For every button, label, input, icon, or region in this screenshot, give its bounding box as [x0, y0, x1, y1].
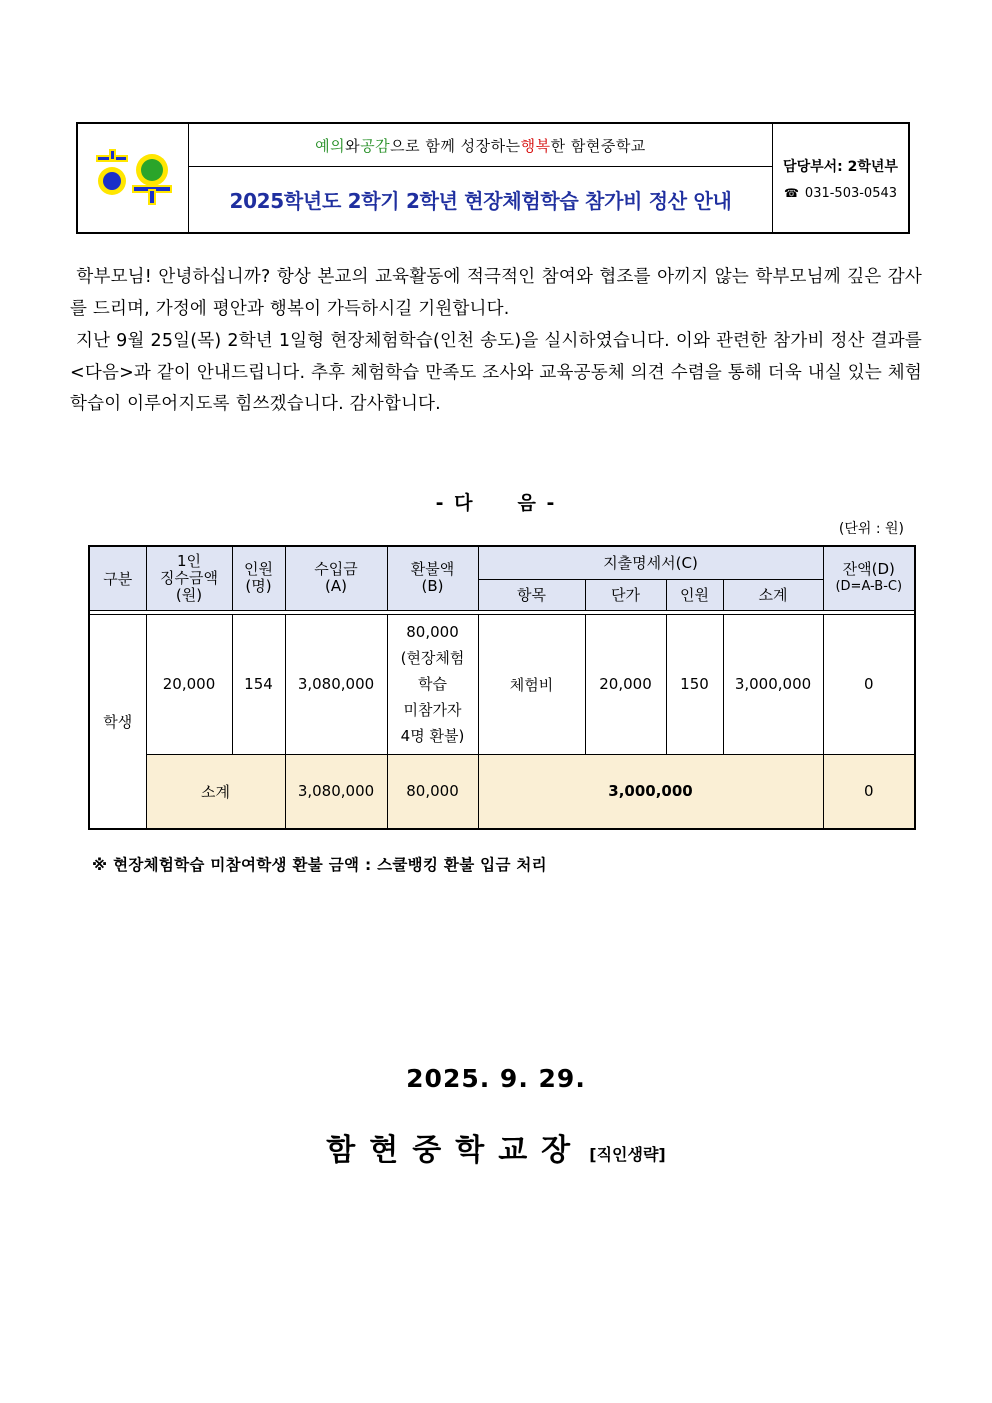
slogan-text: 한 함현중학교	[550, 136, 646, 155]
row-count: 154	[232, 614, 285, 754]
table-row	[89, 614, 915, 754]
document-header	[76, 122, 910, 234]
slogan-text: 으로 함께 성장하는	[390, 136, 521, 155]
header-refund	[387, 546, 478, 610]
section-heading: - 다 음 -	[435, 492, 557, 514]
header-text: 1인	[176, 551, 202, 570]
refund-text: (현장체험	[400, 649, 465, 667]
logo-cell	[78, 124, 189, 232]
header-text: (원)	[175, 585, 203, 604]
greeting-text: 학부모님! 안녕하십니까? 항상 본교의 교육활동에 적극적인 참여와 협조를 아끼지 않는 학부모님께 깊은 감사를 드리며, 가정에 평안과 행복이 가득하시길 기원합니다.	[70, 267, 922, 319]
subtotal-income: 3,080,000	[285, 754, 387, 829]
notice-paragraph	[70, 326, 922, 421]
settlement-table	[88, 545, 916, 830]
header-category: 구분	[89, 546, 146, 610]
unit-label: (단위 : 원)	[838, 521, 904, 537]
subtotal-expense: 3,000,000	[478, 754, 823, 829]
issue-date: 2025. 9. 29.	[406, 1064, 586, 1093]
phone-number: 031-503-0543	[804, 185, 898, 201]
subtotal-balance: 0	[823, 754, 915, 829]
header-exp-count: 인원	[666, 579, 723, 610]
telephone-icon: ☎	[783, 186, 799, 200]
phone-line	[784, 186, 897, 201]
notice-text: 지난 9월 25일(목) 2학년 1일형 현장체험학습(인천 송도)을 실시하였습니다. 이와 관련한 참가비 정산 결과를 <다음>과 같이 안내드립니다. 추후 체험학습 만족도 조사와 교육공동체 의견 수렴을 통해 더욱 내실 있는 체험학습이 이루어지도록 힘쓰겠습니다. 감사합니다.	[70, 331, 922, 414]
subtotal-row	[89, 754, 915, 829]
header-text: (B)	[421, 577, 444, 596]
header-text: (명)	[245, 577, 272, 596]
school-logo	[93, 148, 173, 208]
title-cell	[189, 124, 773, 232]
subtotal-label: 소계	[146, 754, 285, 829]
refund-note: ※ 현장체험학습 미참여학생 환불 금액 : 스쿨뱅킹 환불 입금 처리	[92, 856, 547, 874]
header-text: 인원	[244, 560, 273, 579]
slogan-word-empathy: 공감	[360, 136, 391, 155]
header-exp-subtotal: 소계	[723, 579, 823, 610]
slogan-word-courtesy: 예의	[315, 136, 346, 155]
header-expense: 지출명세서(C)	[478, 546, 823, 579]
row-exp-unit: 20,000	[585, 614, 666, 754]
document-title: 2025학년도 2학기 2학년 현장체험학습 참가비 정산 안내	[229, 189, 732, 213]
row-per-person: 20,000	[146, 614, 232, 754]
row-refund	[387, 614, 478, 754]
greeting-paragraph	[70, 262, 922, 325]
signature-block	[0, 1125, 992, 1169]
row-income: 3,080,000	[285, 614, 387, 754]
refund-text: 학습	[418, 675, 447, 693]
slogan-text: 와	[345, 136, 361, 155]
school-slogan	[189, 124, 772, 167]
header-count	[232, 546, 285, 610]
row-exp-item: 체험비	[478, 614, 585, 754]
header-exp-unit: 단가	[585, 579, 666, 610]
principal-signature: 함현중학교장	[326, 1133, 585, 1168]
header-text: (D=A-B-C)	[835, 579, 903, 595]
row-exp-count: 150	[666, 614, 723, 754]
header-per-person	[146, 546, 232, 610]
table-header-row	[89, 546, 915, 579]
header-exp-item: 항목	[478, 579, 585, 610]
stamp-omitted: [직인생략]	[589, 1145, 666, 1164]
header-text: (A)	[325, 577, 347, 596]
header-text: 잔액(D)	[842, 560, 895, 579]
refund-text: 80,000	[406, 623, 459, 641]
slogan-word-happiness: 행복	[520, 136, 551, 155]
header-income	[285, 546, 387, 610]
row-category: 학생	[89, 614, 146, 829]
refund-text: 미참가자	[403, 701, 462, 719]
contact-cell	[773, 124, 908, 232]
row-exp-subtotal: 3,000,000	[723, 614, 823, 754]
subtotal-refund: 80,000	[387, 754, 478, 829]
refund-text: 4명 환불)	[400, 727, 465, 745]
header-text: 수입금	[314, 560, 358, 579]
header-text: 환불액	[410, 560, 455, 579]
department: 담당부서: 2학년부	[783, 158, 898, 175]
header-text: 징수금액	[160, 568, 218, 587]
row-balance: 0	[823, 614, 915, 754]
header-balance	[823, 546, 915, 610]
